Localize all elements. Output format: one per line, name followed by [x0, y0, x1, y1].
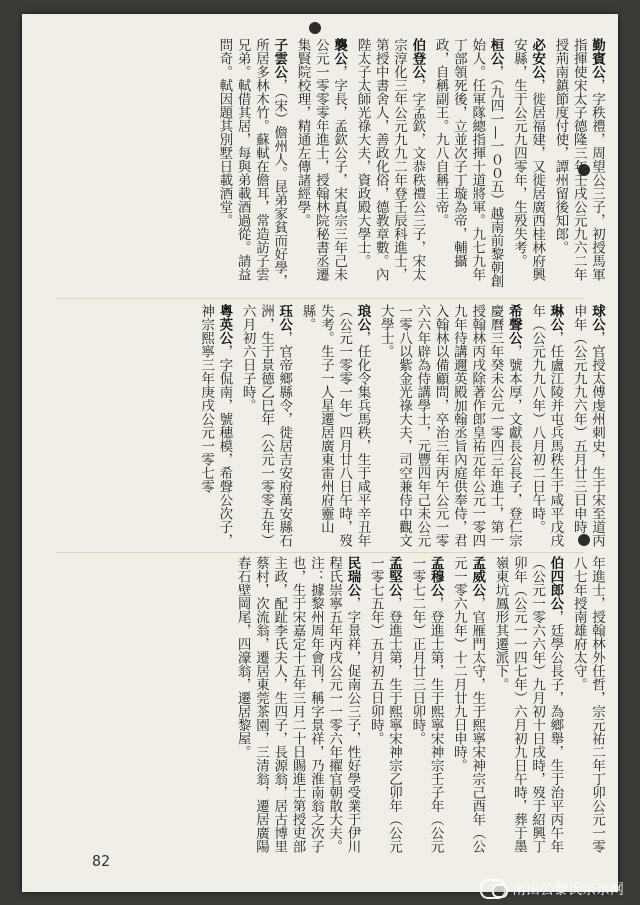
- entry-name: 伯登公: [409, 38, 426, 79]
- band-middle: [22, 304, 618, 550]
- document-page: [22, 14, 618, 892]
- entry-bodeng: [353, 38, 426, 294]
- page-number: 82: [92, 852, 111, 870]
- entry-bian: [510, 38, 547, 294]
- entry-name: 伯四郎公: [547, 556, 564, 610]
- entry-jue: [238, 304, 293, 550]
- entry-name: 孟穆公: [427, 556, 444, 597]
- entry-mengjian: [366, 556, 403, 856]
- entry-text: ，廷學公長子，為鄉舉，生于治平丙午年（公元一零六六年）九月初十日戌時，歿于紹興丁卯年（公元一一四七年）六月初九日午時，葬于墨嶺東坑鳳形其遷派下。: [492, 556, 564, 853]
- entry-text: ，官授太傅虔州刺史，生于宋至道丙申年（公元九九六年）五月廿三日申時。: [570, 304, 605, 547]
- entry-text: ，任化令集兵馬秩，生于咸平辛丑年（公元一零零一年）四月廿八日午時，歿失考。生子一人星遷居廣東雷州府靈山縣。: [299, 304, 371, 547]
- entry-xisheng: [376, 304, 522, 550]
- entry-text: ，登進士第，生于熙寧宋神宗壬子年（公元一零七二年）正月廿三日卯時。: [409, 556, 444, 853]
- entry-name: 粵英公: [216, 304, 233, 345]
- entry-name: 希聲公: [505, 304, 522, 345]
- entry-text: ，字孟欽，文恭秩禮公三子，宋太宗淳化三年公元九九二年登壬辰科進士，第授中書舍人，善政化俗，德教章數。內陛太子太師光祿大夫，資政殿大學士。: [354, 38, 426, 281]
- entry-bosilang: [491, 556, 564, 856]
- entry-text: ，登進士第，生于熙寧宋神宗乙卯年（公元一零七五年）五月初五日卯時。: [367, 556, 403, 853]
- entry-qiu: [569, 304, 606, 550]
- entry-lang: [298, 304, 371, 550]
- entry-name: 子雲公: [271, 38, 288, 79]
- entry-minrui: [233, 556, 361, 856]
- entry-text: ，字景祥，促南公三子，性好學受業于伊川程氏崇寧五年丙戌公元一一零六年擢官朝散大夫。注：據黎州周年會刊，稱字景祥，乃淮南翁之次子也，生于宋嘉定十五年三月二十日賜進士第授吏部主政，配趾李氏夫人，生四子，長源翁，居古博里蔡村，次流翁，遷居東莞茶園，三清翁，遷居廣陽春石壁岡尾，四濠翁，遷居黎屋。: [234, 556, 361, 853]
- entry-name: 襲公: [331, 38, 348, 65]
- entry-text: ，字秩禮，周望公三子，初授馬軍指揮使宋太子德隆三年壬戌公元九六二年授荊南鎮節度付使，譚州留後知郎。: [552, 38, 605, 281]
- section-divider: [56, 298, 584, 299]
- entry-name: 孟威公: [469, 556, 486, 597]
- entry-text: ，（九四一—一００五）越南前黎朝創始人。任軍隊總指揮十道將軍。九七九年丁部領死後，立並次子丁璇為帝，輔攝政，自稱副王。九八自稱王帝。: [432, 38, 504, 288]
- entry-name: 桓公: [487, 38, 504, 65]
- entry-name: 珏公: [276, 304, 293, 331]
- watermark-text: 南田公黎氏宗亲网: [512, 882, 624, 898]
- entry-mengmu: [408, 556, 445, 856]
- band-bottom: [22, 556, 618, 856]
- entry-name: 孟堅公: [386, 556, 403, 597]
- entry-ziyun: [215, 38, 288, 294]
- wechat-icon: [480, 879, 506, 899]
- entry-text: 年進士，授翰林外任哲，宗元祐二年丁卯公元一零八七年授南雄府太守。: [570, 556, 605, 853]
- entry-name: 球公: [589, 304, 605, 331]
- watermark: [480, 879, 624, 899]
- entry-name: 琳公: [547, 304, 564, 331]
- section-divider: [56, 552, 584, 553]
- entry-text: ，字侃南，號穗模，希聲公次子，神宗熙寧三年庚戌公元一零七零: [198, 304, 233, 547]
- entry-text: ，官雁門太守，生于熙寧宋神宗己酉年（公元一零六九年）十二月廿九日申時。: [450, 556, 486, 853]
- entry-text: ，官帝鄉縣令，徙居吉安府萬安縣石洲，生于景德乙巳年（公元一零零五年）六月初六日子時。: [239, 304, 293, 547]
- entry-text: ，任盧江陵并屯兵馬秩生于咸平戊戌年（公元九九八年）八月初二日午時。: [529, 304, 564, 547]
- punch-hole: [309, 22, 321, 34]
- entry-name: 必安公: [529, 38, 546, 79]
- entry-name: 民瑞公: [344, 556, 361, 597]
- entry-lin: [528, 304, 565, 550]
- entry-name: 勤賓公: [589, 38, 605, 79]
- band-top: [22, 38, 618, 294]
- entry-text: ，號本厚，文獻長公長子，登仁宗慶曆三年癸未公元一零四三年進士，第一授翰林丙戌除著作郎皇祐元年公元一零四九年待講邇英殿加翰丞旨內庭供奉侍，君入翰林以備顧問，卒治三年丙午公元一零六六年辟為侍講學士，元豐四年己未公元一零八以紫金光祿大夫，司空兼侍中觀文大學士。: [377, 304, 522, 547]
- entry-continued: [569, 556, 606, 856]
- entry-text: ，字長，孟欽公子，宋真宗三年己未公元一零零零年進士，授翰林院秘書丞遷集賢院校理，精通左傳諸經學。: [294, 38, 348, 281]
- entry-mengwei: [450, 556, 487, 856]
- entry-text: ，徙居福建，又徙居廣西桂林府興安縣，生于公元九四零年，生殁失考。: [510, 38, 546, 281]
- entry-name: 琅公: [354, 304, 371, 331]
- entry-xi: [293, 38, 348, 294]
- entry-qinbin: [551, 38, 606, 294]
- entry-huan: [431, 38, 504, 294]
- entry-text: ，（宋）儋州人。昆弟家貧而好學，所居多林木竹。蘇軾在儋耳，常造訪子雲兄弟。軾借其居，每與弟載酒過從。請益問奇。軾因題其別墅日載酒堂。: [216, 38, 288, 288]
- entry-yueying: [197, 304, 234, 550]
